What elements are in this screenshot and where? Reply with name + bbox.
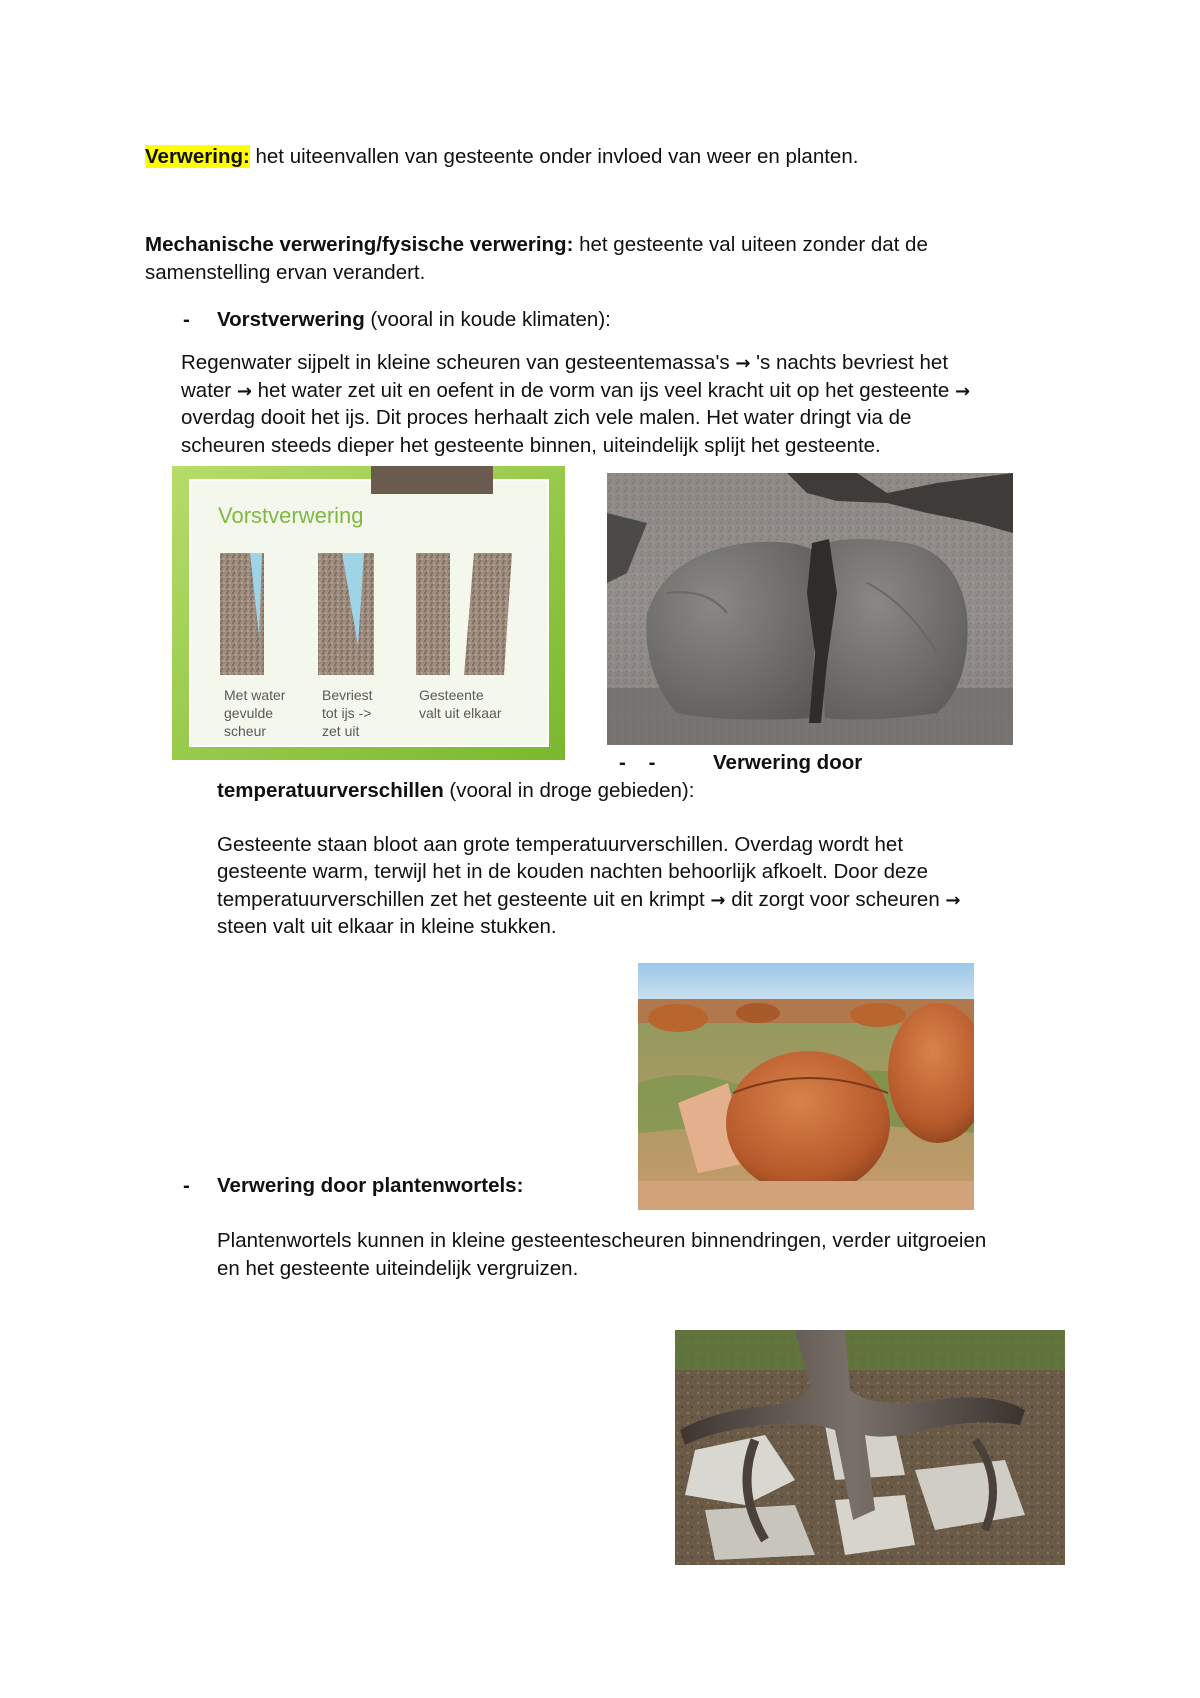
rock-block-3 — [416, 553, 450, 675]
frost-title: Vorstverwering — [217, 308, 365, 331]
caption-1-line2: gevulde — [224, 705, 274, 721]
roots-title: Verwering door plantenwortels: — [217, 1174, 524, 1197]
caption-2-line3: zet uit — [322, 723, 360, 739]
caption-2-line1: Bevriest — [322, 687, 373, 703]
roots-bullet-item — [183, 1172, 523, 1200]
frost-line-4: scheuren steeds dieper het gesteente binnen, uiteindelijk splijt het gesteente. — [181, 434, 881, 457]
diagram-title: Vorstverwering — [218, 503, 364, 528]
mechanical-text-line2: samenstelling ervan verandert. — [145, 261, 426, 284]
frost-note: (vooral in koude klimaten): — [364, 308, 611, 331]
bullet-dash: - — [183, 1174, 190, 1197]
frost-line-3: overdag dooit het ijs. Dit proces herhaalt zich vele malen. Het water dringt via de — [181, 406, 912, 429]
temperature-title-line2 — [217, 777, 694, 805]
temperature-line-1: Gesteente staan bloot aan grote temperatuurverschillen. Overdag wordt het — [217, 833, 904, 856]
arrow-icon: → — [236, 381, 252, 402]
temperature-line-3: temperatuurverschillen zet het gesteente uit en krimpt → dit zorgt voor scheuren → — [217, 888, 961, 911]
frost-line-2: water → het water zet uit en oefent in de vorm van ijs veel kracht uit op het gesteente → — [181, 379, 971, 402]
arrow-icon: → — [735, 353, 751, 374]
bullet-dash: - — [183, 308, 190, 331]
caption-1-line3: scheur — [224, 723, 267, 739]
temperature-bullets — [619, 749, 655, 777]
roots-line-2: en het gesteente uiteindelijk vergruizen. — [217, 1257, 579, 1280]
caption-2-line2: tot ijs -> — [322, 705, 372, 721]
bullet-dash: - - — [619, 751, 656, 774]
split-boulder-photo — [607, 473, 1013, 745]
frost-weathering-diagram — [172, 466, 565, 760]
temperature-title-part2: temperatuurverschillen — [217, 779, 444, 802]
caption-1-line1: Met water — [224, 687, 286, 703]
caption-3-line1: Gesteente — [419, 687, 484, 703]
temperature-line-2: gesteente warm, terwijl het in de kouden nachten behoorlijk afkoelt. Door deze — [217, 860, 929, 883]
frost-line-1: Regenwater sijpelt in kleine scheuren van gesteentemassa's → 's nachts bevriest het — [181, 351, 949, 374]
temperature-note: (vooral in droge gebieden): — [443, 779, 695, 802]
roots-line-1: Plantenwortels kunnen in kleine gesteentescheuren binnendringen, verder uitgroeien — [217, 1229, 987, 1252]
arrow-icon: → — [710, 890, 726, 911]
temperature-title-part1: Verwering door — [713, 751, 863, 774]
temperature-line-4: steen valt uit elkaar in kleine stukken. — [217, 915, 557, 938]
mechanical-term: Mechanische verwering/fysische verwering: — [145, 233, 574, 256]
frost-bullet-item — [183, 306, 611, 334]
mechanical-heading — [145, 231, 928, 259]
desert-boulder-photo — [638, 963, 974, 1210]
caption-3-line2: valt uit elkaar — [419, 705, 502, 721]
definition-term: Verwering: — [145, 145, 250, 168]
arrow-icon: → — [945, 890, 961, 911]
mechanical-text: het gesteente val uiteen zonder dat de — [573, 233, 928, 256]
definition-line — [145, 143, 858, 171]
tree-roots-photo — [675, 1330, 1065, 1565]
definition-text: het uiteenvallen van gesteente onder invloed van weer en planten. — [249, 145, 859, 168]
arrow-icon: → — [955, 381, 971, 402]
